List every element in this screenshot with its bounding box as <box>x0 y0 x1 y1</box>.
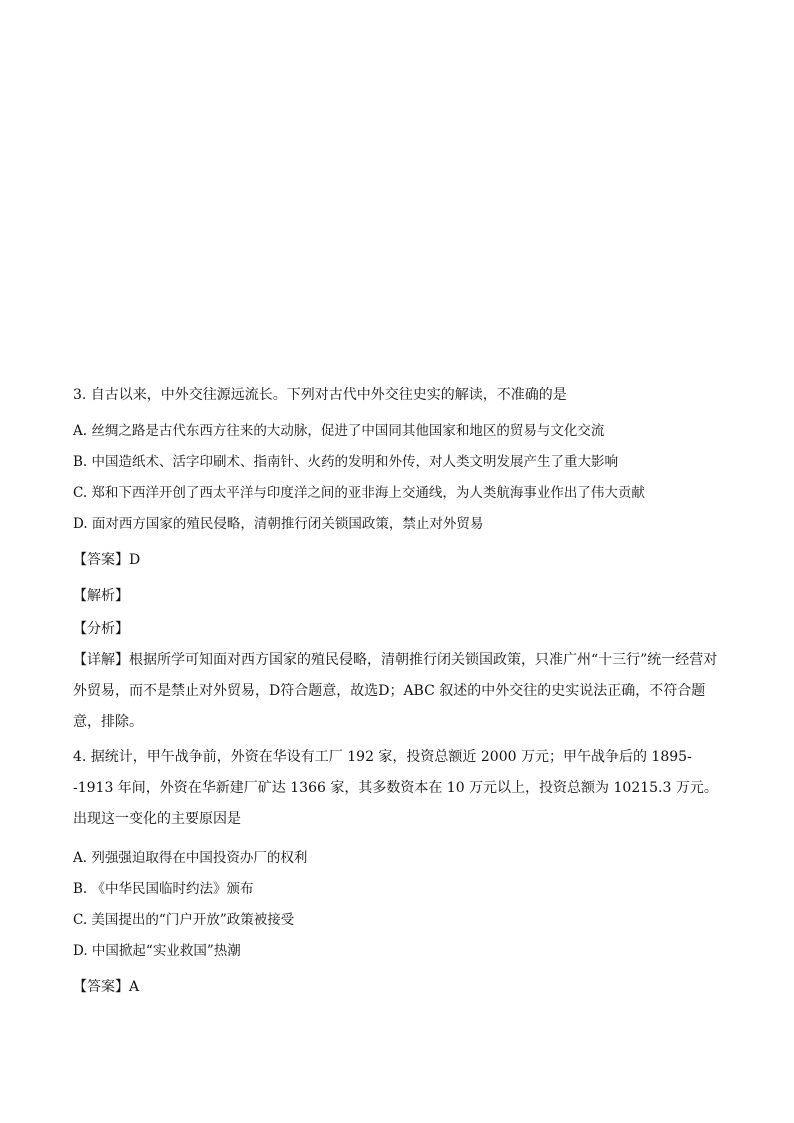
question-3-analysis-label: 【解析】 <box>73 588 129 604</box>
question-4-option-a: A. 列强强迫取得在中国投资办厂的权利 <box>73 850 308 866</box>
question-4-option-d: D. 中国掀起“实业救国”热潮 <box>73 943 241 959</box>
answer-label: 【答案】 <box>73 979 129 995</box>
question-3-option-a: A. 丝绸之路是古代东西方往来的大动脉，促进了中国同其他国家和地区的贸易与文化交流 <box>73 423 605 439</box>
answer-value: D <box>129 552 141 568</box>
question-3-option-c: C. 郑和下西洋开创了西太平洋与印度洋之间的亚非海上交通线，为人类航海事业作出了伟大贡献 <box>73 485 645 501</box>
question-3-stem: 3. 自古以来，中外交往源远流长。下列对古代中外交往史实的解读，不准确的是 <box>73 387 567 403</box>
question-4-option-b: B. 《中华民国临时约法》颁布 <box>73 881 254 897</box>
answer-value: A <box>129 979 140 995</box>
question-3-option-d: D. 面对西方国家的殖民侵略，清朝推行闭关锁国政策，禁止对外贸易 <box>73 516 484 532</box>
question-3-fenxi-label: 【分析】 <box>73 621 129 637</box>
question-4-option-c: C. 美国提出的“门户开放”政策被接受 <box>73 912 295 928</box>
question-3-option-b: B. 中国造纸术、活字印刷术、指南针、火药的发明和外传，对人类文明发展产生了重大影响 <box>73 454 619 470</box>
answer-label: 【答案】 <box>73 552 129 568</box>
detail-text: 根据所学可知面对西方国家的殖民侵略，清朝推行闭关锁国政策，只准广州“十三行”统一经营对外贸易，而不是禁止对外贸易，D符合题意，故选D；ABC 叙述的中外交往的史实说法正确，不符合题意，排除。 <box>73 652 718 730</box>
detail-label: 【详解】 <box>73 652 129 668</box>
question-4-answer <box>73 978 723 996</box>
question-3-answer <box>73 551 723 569</box>
question-4-stem: 4. 据统计，甲午战争前，外资在华设有工厂 192 家，投资总额近 2000 万元；甲午战争后的 1895--1913 年间，外资在华新建厂矿达 1366 家，其多数资本在 10 万元以上，投资总额为 10215.3 万元。出现这一变化的主要原因是 <box>73 749 718 827</box>
question-3-detail <box>73 645 723 738</box>
